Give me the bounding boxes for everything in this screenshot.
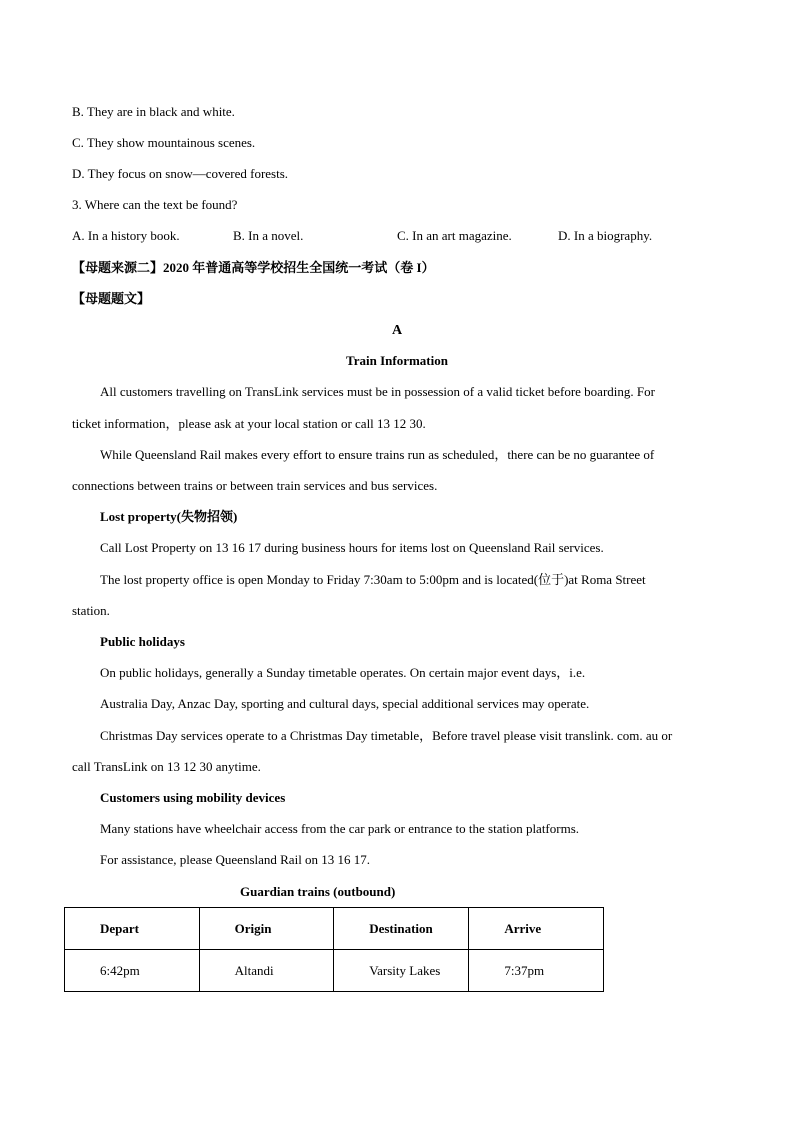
- passage-heading: 【母题题文】: [72, 291, 151, 306]
- guardian-trains-table: [64, 907, 604, 992]
- lost-property-heading: Lost property(失物招领): [100, 509, 238, 524]
- q3-option-c: C. In an art magazine.: [397, 228, 512, 243]
- source-label: 【母题来源二】: [72, 260, 164, 275]
- cell-origin: Altandi: [199, 950, 334, 992]
- table-caption: Guardian trains (outbound): [240, 884, 396, 899]
- header-destination: Destination: [334, 908, 469, 950]
- q3-option-a: A. In a history book.: [72, 228, 180, 243]
- header-depart: Depart: [65, 908, 200, 950]
- mobility-p2: For assistance, please Queensland Rail on 13 16 17.: [100, 852, 371, 867]
- cell-arrive: 7:37pm: [469, 950, 604, 992]
- passage-title: Train Information: [346, 353, 448, 368]
- lost-property-p1: Call Lost Property on 13 16 17 during business hours for items lost on Queensland Rail services.: [100, 540, 604, 555]
- lost-property-p2-line-2: station.: [72, 603, 110, 618]
- header-origin: Origin: [199, 908, 334, 950]
- paragraph-1-line-2: ticket information，please ask at your local station or call 13 12 30.: [72, 416, 426, 431]
- public-holidays-p3-line-2: call TransLink on 13 12 30 anytime.: [72, 759, 261, 774]
- table-header-row: [65, 908, 604, 950]
- option-d: D. They focus on snow—covered forests.: [72, 166, 289, 181]
- q3-option-d: D. In a biography.: [558, 228, 653, 243]
- public-holidays-p3-line-1: Christmas Day services operate to a Christmas Day timetable，Before travel please visit translink. com. au or: [100, 728, 673, 743]
- mobility-p1: Many stations have wheelchair access from the car park or entrance to the station platforms.: [100, 821, 580, 836]
- cell-destination: Varsity Lakes: [334, 950, 469, 992]
- public-holidays-p2: Australia Day, Anzac Day, sporting and cultural days, special additional services may operate.: [100, 696, 590, 711]
- public-holidays-heading: Public holidays: [100, 634, 185, 649]
- q3-option-b: B. In a novel.: [233, 228, 304, 243]
- paragraph-2-line-1: While Queensland Rail makes every effort to ensure trains run as scheduled，there can be no guarantee of: [100, 447, 655, 462]
- table-row: [65, 950, 604, 992]
- public-holidays-p1: On public holidays, generally a Sunday timetable operates. On certain major event days，i.e.: [100, 665, 586, 680]
- question-3: 3. Where can the text be found?: [72, 197, 238, 212]
- passage-letter: A: [391, 323, 403, 338]
- header-arrive: Arrive: [469, 908, 604, 950]
- paragraph-2-line-2: connections between trains or between train services and bus services.: [72, 478, 438, 493]
- source-line: [72, 260, 435, 276]
- paragraph-1-line-1: All customers travelling on TransLink services must be in possession of a valid ticket before boarding. For: [100, 384, 655, 399]
- source-text: 2020 年普通高等学校招生全国统一考试（卷 I）: [163, 260, 435, 275]
- mobility-heading: Customers using mobility devices: [100, 790, 286, 805]
- option-c: C. They show mountainous scenes.: [72, 135, 256, 150]
- option-b: B. They are in black and white.: [72, 104, 235, 119]
- lost-property-p2-line-1: The lost property office is open Monday to Friday 7:30am to 5:00pm and is located(位于)at Roma Street: [100, 572, 646, 587]
- cell-depart: 6:42pm: [65, 950, 200, 992]
